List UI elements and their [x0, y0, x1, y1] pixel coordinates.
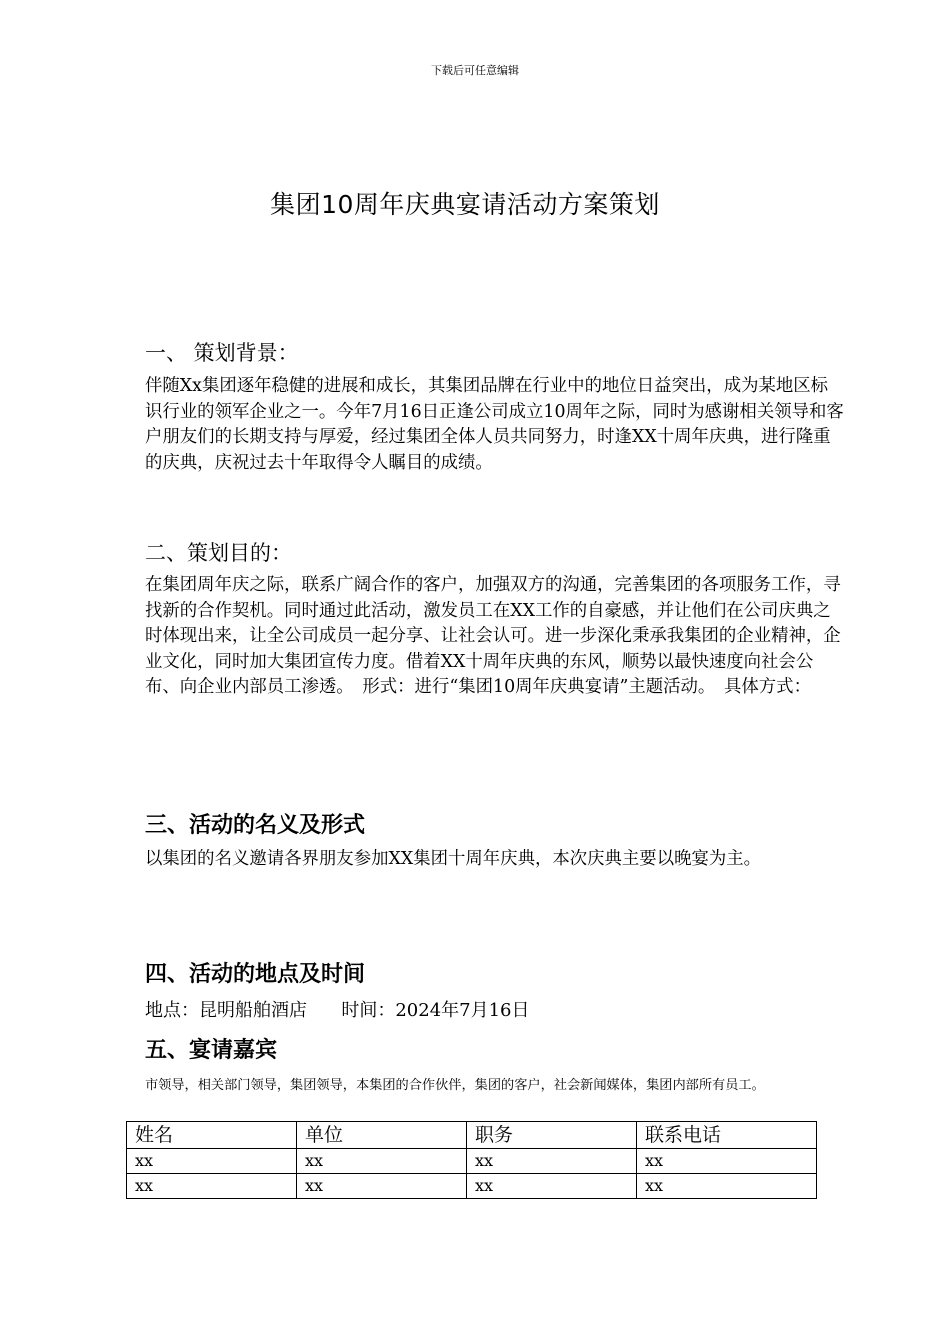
table-cell: xx [297, 1174, 467, 1199]
document-title: 集团10周年庆典宴请活动方案策划 [270, 190, 660, 219]
section-2-paragraph: 在集团周年庆之际，联系广阔合作的客户，加强双方的沟通，完善集团的各项服务工作，寻找新的合作契机。同时通过此活动，激发员工在XX工作的自豪感，并让他们在公司庆典之时体现出来，让全公司成员一起分享、让社会认可。进一步深化秉承我集团的企业精神，企业文化，同时加大集团宣传力度。借着XX十周年庆典的东风，顺势以最快速度向社会公布、向企业内部员工渗透。 形式：进行“集团10周年庆典宴请”主题活动。 具体方式： [145, 575, 841, 697]
table-header-unit: 单位 [297, 1122, 467, 1149]
table-cell: xx [467, 1149, 637, 1174]
table-row [127, 1149, 817, 1174]
table-cell: xx [637, 1149, 817, 1174]
section-4-heading: 四、活动的地点及时间 [145, 961, 366, 987]
event-location-time [145, 996, 530, 1022]
table-header-position: 职务 [467, 1122, 637, 1149]
section-2-heading: 二、策划目的： [145, 541, 292, 565]
section-3-paragraph: 以集团的名义邀请各界朋友参加XX集团十周年庆典，本次庆典主要以晚宴为主。 [145, 849, 762, 869]
table-cell: xx [637, 1174, 817, 1199]
table-header-row [127, 1122, 817, 1149]
table-cell: xx [127, 1174, 297, 1199]
section-5-heading: 五、宴请嘉宾 [145, 1037, 278, 1063]
table-row [127, 1174, 817, 1199]
section-1-heading: 一、 策划背景： [145, 341, 299, 365]
table-header-phone: 联系电话 [637, 1122, 817, 1149]
section-5-paragraph: 市领导，相关部门领导，集团领导，本集团的合作伙伴，集团的客户，社会新闻媒体，集团内部所有员工。 [145, 1078, 765, 1093]
table-cell: xx [127, 1149, 297, 1174]
section-3-heading: 三、活动的名义及形式 [145, 812, 366, 838]
table-cell: xx [297, 1149, 467, 1174]
event-location: 地点：昆明船舶酒店 [145, 1000, 307, 1021]
header-note: 下载后可任意编辑 [431, 64, 519, 77]
table-cell: xx [467, 1174, 637, 1199]
table-header-name: 姓名 [127, 1122, 297, 1149]
event-time: 时间：2024年7月16日 [341, 1000, 530, 1021]
guest-table [126, 1121, 817, 1199]
section-1-paragraph: 伴随Xx集团逐年稳健的进展和成长，其集团品牌在行业中的地位日益突出，成为某地区标识行业的领军企业之一。今年7月16日正逢公司成立10周年之际，同时为感谢相关领导和客户朋友们的长期支持与厚爱，经过集团全体人员共同努力，时逢XX十周年庆典，进行隆重的庆典，庆祝过去十年取得令人瞩目的成绩。 [145, 376, 844, 473]
